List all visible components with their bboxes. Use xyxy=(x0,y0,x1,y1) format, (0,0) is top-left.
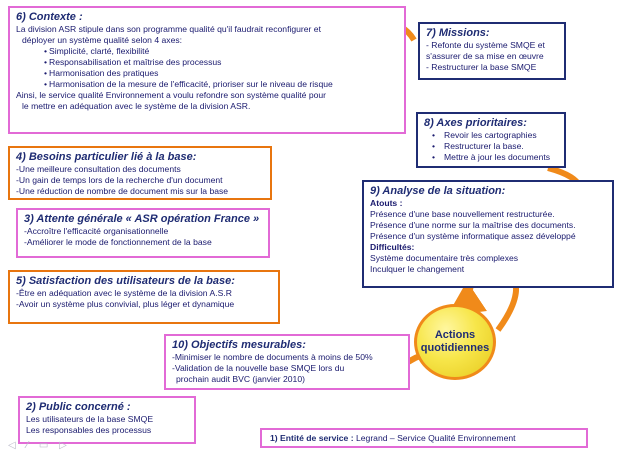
objectifs-item: -Minimiser le nombre de documents à moins de 50% xyxy=(172,352,373,362)
entite-box xyxy=(260,428,588,448)
besoins-item: -Une réduction de nombre de document mis sur la base xyxy=(16,186,229,196)
attente-title: 3) Attente générale « ASR opération France » xyxy=(24,213,260,225)
analyse-difficultes-label: Difficultés: xyxy=(370,242,415,252)
contexte-intro-2: déployer un système qualité selon 4 axes: xyxy=(22,35,183,45)
missions-box xyxy=(418,22,566,80)
satisfaction-box xyxy=(8,270,280,324)
analyse-box xyxy=(362,180,614,288)
contexte-axe: • Responsabilisation et maîtrise des processus xyxy=(44,57,222,67)
analyse-atout: Présence d'un système informatique assez développé xyxy=(370,231,576,241)
contexte-outro-2: le mettre en adéquation avec le système de la division ASR. xyxy=(22,101,251,111)
public-box xyxy=(18,396,196,444)
satisfaction-title: 5) Satisfaction des utilisateurs de la base: xyxy=(16,275,235,287)
besoins-box xyxy=(8,146,272,200)
attente-item: -Accroître l'efficacité organisationnelle xyxy=(24,226,169,236)
actions-quotidiennes-circle xyxy=(414,304,496,380)
contexte-axe: • Harmonisation des pratiques xyxy=(44,68,159,78)
besoins-item: -Un gain de temps lors de la recherche d'un document xyxy=(16,175,223,185)
missions-title: 7) Missions: xyxy=(426,27,490,39)
entite-value: Legrand – Service Qualité Environnement xyxy=(355,433,516,443)
satisfaction-item: -Avoir un système plus convivial, plus léger et dynamique xyxy=(16,299,235,309)
actions-line-2: quotidiennes xyxy=(420,342,490,354)
besoins-title: 4) Besoins particulier lié à la base: xyxy=(16,151,197,163)
objectifs-item: -Validation de la nouvelle base SMQE lors du xyxy=(172,363,345,373)
axes-prioritaires-item: • Mettre à jour les documents xyxy=(432,152,551,162)
slide-nav-controls[interactable]: ◁ ⁄ ▭ ▷ xyxy=(8,440,71,451)
contexte-title: 6) Contexte : xyxy=(16,11,83,23)
missions-item: s'assurer de sa mise en œuvre xyxy=(426,51,544,61)
objectifs-box xyxy=(164,334,410,390)
contexte-box xyxy=(8,6,406,134)
axes-prioritaires-item: • Revoir les cartographies xyxy=(432,130,537,140)
public-item: Les utilisateurs de la base SMQE xyxy=(26,414,154,424)
contexte-outro-1: Ainsi, le service qualité Environnement a voulu refondre son système qualité pour xyxy=(16,90,327,100)
contexte-axe: • Harmonisation de la mesure de l'efficacité, prioriser sur le niveau de risque xyxy=(44,79,333,89)
contexte-intro-1: La division ASR stipule dans son programme qualité qu'il faudrait reconfigurer et xyxy=(16,24,321,34)
axes-prioritaires-title: 8) Axes prioritaires: xyxy=(424,117,527,129)
objectifs-title: 10) Objectifs mesurables: xyxy=(172,339,306,351)
analyse-difficulte: Inculquer le changement xyxy=(370,264,465,274)
missions-item: - Restructurer la base SMQE xyxy=(426,62,537,72)
attente-item: -Améliorer le mode de fonctionnement de la base xyxy=(24,237,212,247)
analyse-atouts-label: Atouts : xyxy=(370,198,403,208)
objectifs-item: prochain audit BVC (janvier 2010) xyxy=(176,374,305,384)
analyse-title: 9) Analyse de la situation: xyxy=(370,185,506,197)
entite-label: 1) Entité de service : xyxy=(270,433,354,443)
actions-line-1: Actions xyxy=(434,329,476,341)
analyse-atout: Présence d'une norme sur la maîtrise des documents. xyxy=(370,220,576,230)
satisfaction-item: -Être en adéquation avec le système de la division A.S.R xyxy=(16,288,232,298)
analyse-atout: Présence d'une base nouvellement restructurée. xyxy=(370,209,555,219)
axes-prioritaires-box xyxy=(416,112,566,168)
public-item: Les responsables des processus xyxy=(26,425,152,435)
missions-item: - Refonte du système SMQE et xyxy=(426,40,545,50)
axes-prioritaires-item: • Restructurer la base. xyxy=(432,141,524,151)
contexte-axe: • Simplicité, clarté, flexibilité xyxy=(44,46,150,56)
besoins-item: -Une meilleure consultation des documents xyxy=(16,164,181,174)
analyse-difficulte: Système documentaire très complexes xyxy=(370,253,519,263)
attente-box xyxy=(16,208,270,258)
public-title: 2) Public concerné : xyxy=(26,401,131,413)
